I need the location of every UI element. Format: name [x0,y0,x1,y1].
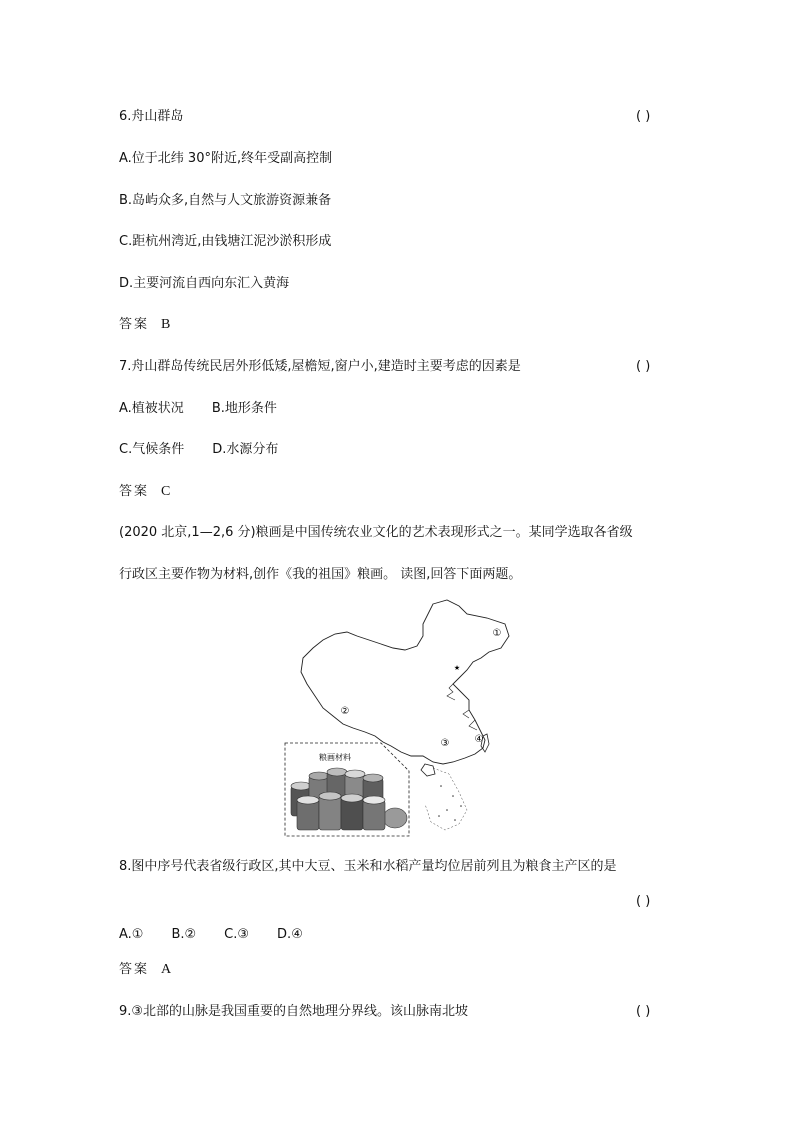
q9-answer-paren: ( ) [636,1004,651,1019]
q6-option-b: B.岛屿众多,自然与人文旅游资源兼备 [119,193,332,208]
marker-1: ① [492,628,502,639]
q7-answer-label: 答案 [119,484,150,499]
q8-answer [119,962,171,978]
marker-2: ② [340,706,350,717]
q7-option-b: B.地形条件 [211,401,277,416]
inset-label: 粮画材料 [319,753,351,762]
q8-option-d: D.④ [277,927,303,942]
china-map-svg [283,596,523,841]
intro-line-2: 行政区主要作物为材料,创作《我的祖国》粮画。 读图,回答下面两题。 [119,567,522,582]
q6-option-c: C.距杭州湾近,由钱塘江泥沙淤积形成 [119,234,332,249]
q9-stem: 9.③北部的山脉是我国重要的自然地理分界线。该山脉南北坡 [119,1004,469,1019]
intro-line-1: (2020 北京,1—2,6 分)粮画是中国传统农业文化的艺术表现形式之一。某同学选取各省级 [119,525,633,540]
hainan-island [421,764,435,776]
q7-stem: 7.舟山群岛传统民居外形低矮,屋檐短,窗户小,建造时主要考虑的因素是 [119,359,521,374]
capital-star: ★ [453,664,461,672]
q7-answer-value: C [161,484,171,499]
q6-option-a: A.位于北纬 30°附近,终年受副高控制 [119,151,333,166]
marker-4: ④ [474,734,484,745]
q8-options-row [119,927,303,943]
q8-stem: 8.图中序号代表省级行政区,其中大豆、玉米和水稻产量均位居前列且为粮食主产区的是 [119,859,617,874]
q6-answer [119,317,170,333]
q8-option-a: A.① [119,927,144,942]
q7-options-row-1 [119,401,277,417]
china-map-figure [283,596,523,841]
q8-answer-paren: ( ) [636,894,651,909]
q8-answer-value: A [161,962,172,977]
q8-option-b: B.② [171,927,197,942]
marker-3: ③ [440,738,450,749]
q7-option-c: C.气候条件 [119,442,185,457]
q7-option-d: D.水源分布 [212,442,279,457]
q6-option-d: D.主要河流自西向东汇入黄海 [119,276,290,291]
q7-answer [119,484,170,500]
q7-options-row-2 [119,442,278,458]
q7-option-a: A.植被状况 [119,401,184,416]
china-coast-detail [447,684,477,730]
q6-answer-label: 答案 [119,317,150,332]
q6-stem: 6.舟山群岛 [119,109,184,124]
q6-answer-value: B [161,317,171,332]
q8-option-c: C.③ [224,927,250,942]
south-china-sea-islands [425,768,467,830]
q6-answer-paren: ( ) [636,109,651,124]
q7-answer-paren: ( ) [636,359,651,374]
q8-answer-label: 答案 [119,962,150,977]
